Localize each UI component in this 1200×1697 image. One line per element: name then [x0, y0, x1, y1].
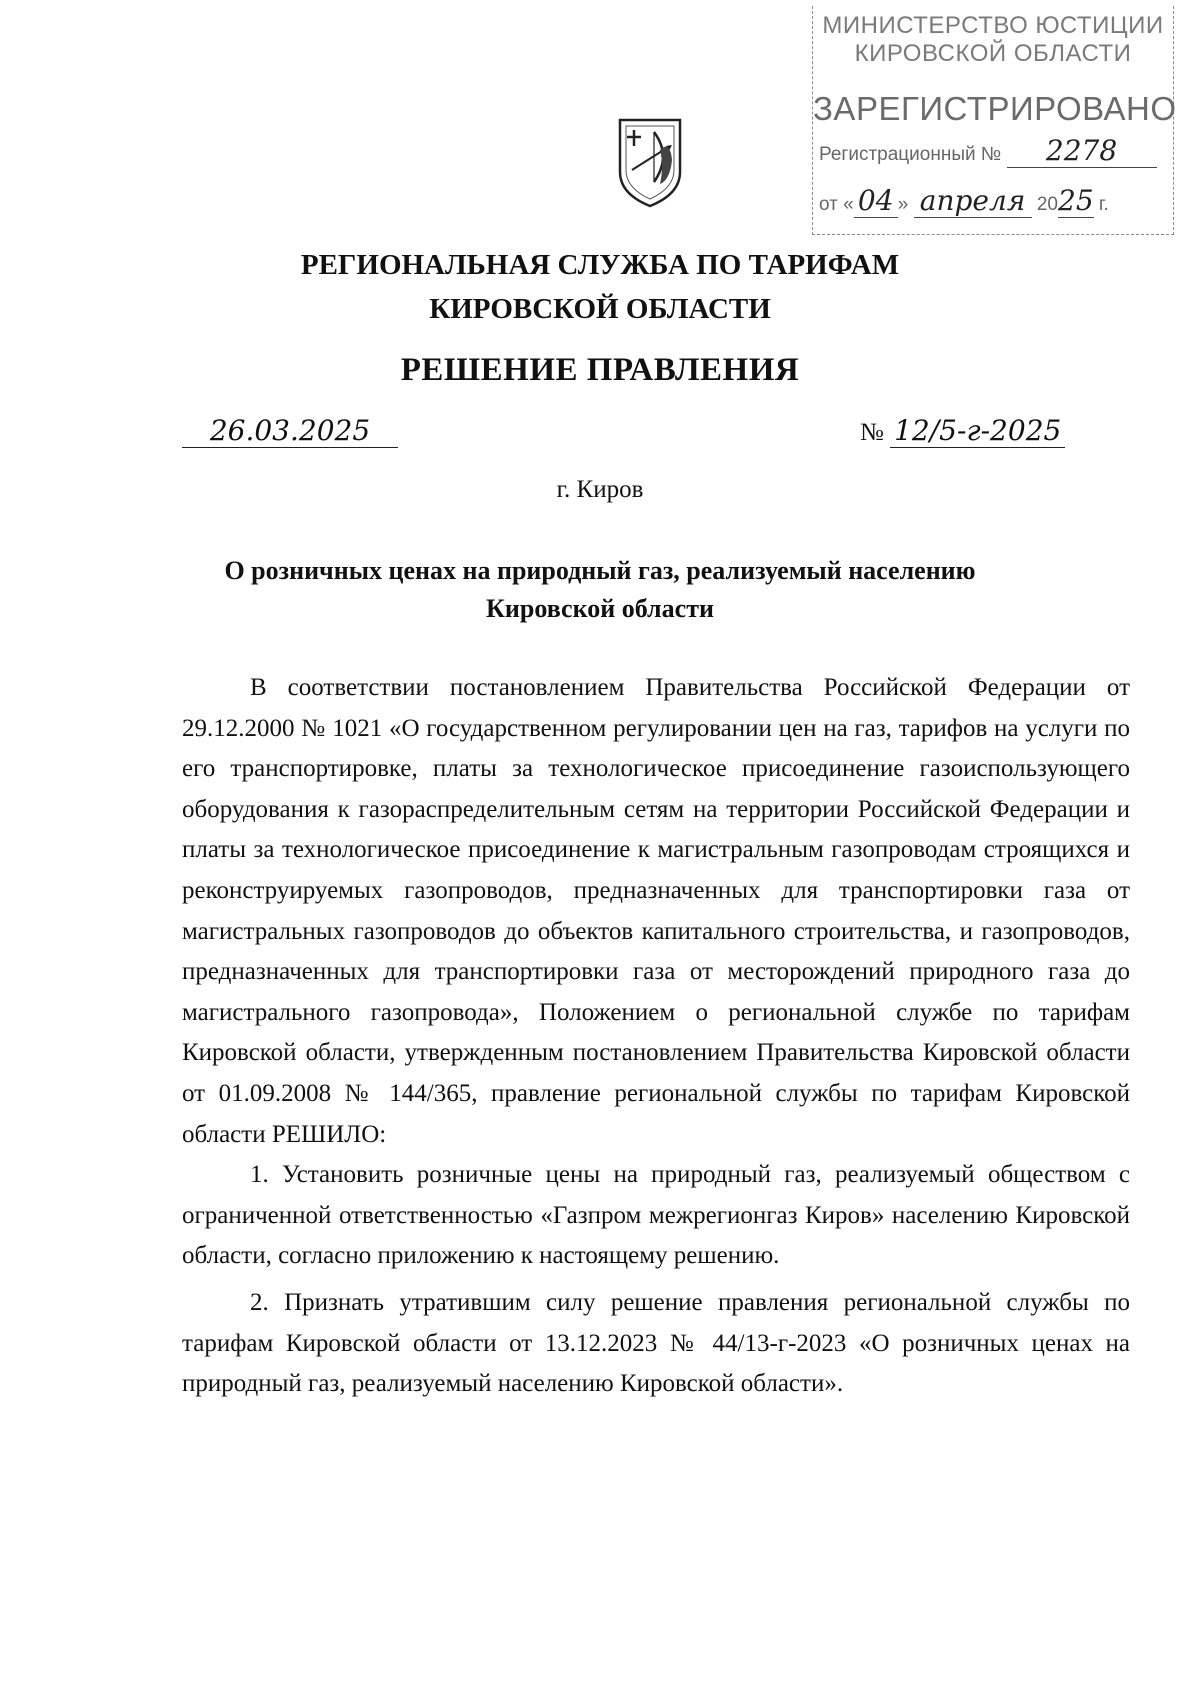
coat-of-arms-icon	[614, 110, 686, 210]
registration-stamp	[812, 6, 1177, 235]
stamp-date-row: от « 04 » апреля 2025 г.	[819, 184, 1109, 217]
stamp-year-suffix: 25	[1058, 184, 1094, 217]
preamble-paragraph: В соответствии постановлением Правительства Российской Федерации от 29.12.2000 № 1021 «О государственном регулировании цен на газ, тарифов на услуги по его транспортировке, платы за технологическое присоединение газоиспользующего оборудования к газораспределительным сетям на территории Российской Федерации и платы за технологическое присоединение к магистральным газопроводам строящихся и реконструируемых газопроводов, предназначенных для транспортировки газа от магистральных газопроводов до объектов капитального строительства, и газопроводов, предназначенных для транспортировки газа от месторождений природного газа до магистрального газопровода», Положением о региональной службе по тарифам Кировской области, утвержденным постановлением Правительства Кировской области от 01.09.2008 № 144/365, правление региональной службы по тарифам Кировской области РЕШИЛО:	[182, 674, 1130, 1148]
stamp-year-prefix: 20	[1036, 194, 1058, 215]
agency-name	[0, 243, 1200, 331]
subject-line1: О розничных ценах на природный газ, реализуемый населению	[224, 556, 976, 585]
stamp-reg-number: 2278	[1045, 134, 1118, 167]
document-body	[182, 668, 1130, 1405]
decision-number-row	[860, 414, 1065, 448]
stamp-ministry-line1: МИНИСТЕРСТВО ЮСТИЦИИ	[822, 12, 1164, 39]
stamp-year-mark: г.	[1098, 194, 1109, 215]
city: г. Киров	[556, 476, 644, 503]
stamp-from-label: от	[819, 194, 838, 215]
stamp-ministry-line2: КИРОВСКОЙ ОБЛАСТИ	[854, 40, 1132, 67]
document-type: РЕШЕНИЕ ПРАВЛЕНИЯ	[400, 352, 800, 388]
stamp-reg-month: апреля	[919, 184, 1026, 217]
decision-item-1: 1. Установить розничные цены на природный газ, реализуемый обществом с ограниченной ответственностью «Газпром межрегионгаз Киров» населению Кировской области, согласно приложению к настоящему решению.	[182, 1161, 1130, 1270]
stamp-status: ЗАРЕГИСТРИРОВАНО	[813, 90, 1177, 127]
decision-item-2: 2. Признать утратившим силу решение правления региональной службы по тарифам Кировской области от 13.12.2023 № 44/13-г-2023 «О розничных ценах на природный газ, реализуемый населению Кировской области».	[182, 1288, 1130, 1398]
number-label: №	[860, 419, 884, 446]
decision-number: 12/5-г-2025	[890, 414, 1065, 448]
stamp-reg-row	[819, 134, 1157, 168]
agency-line1: РЕГИОНАЛЬНАЯ СЛУЖБА ПО ТАРИФАМ	[300, 249, 900, 281]
stamp-reg-day: 04	[857, 184, 894, 217]
document-subject	[0, 552, 1200, 628]
subject-line2: Кировской области	[486, 594, 714, 623]
decision-date: 26.03.2025	[182, 414, 398, 448]
agency-line2: КИРОВСКОЙ ОБЛАСТИ	[429, 293, 771, 325]
stamp-reg-label: Регистрационный №	[819, 144, 1002, 165]
